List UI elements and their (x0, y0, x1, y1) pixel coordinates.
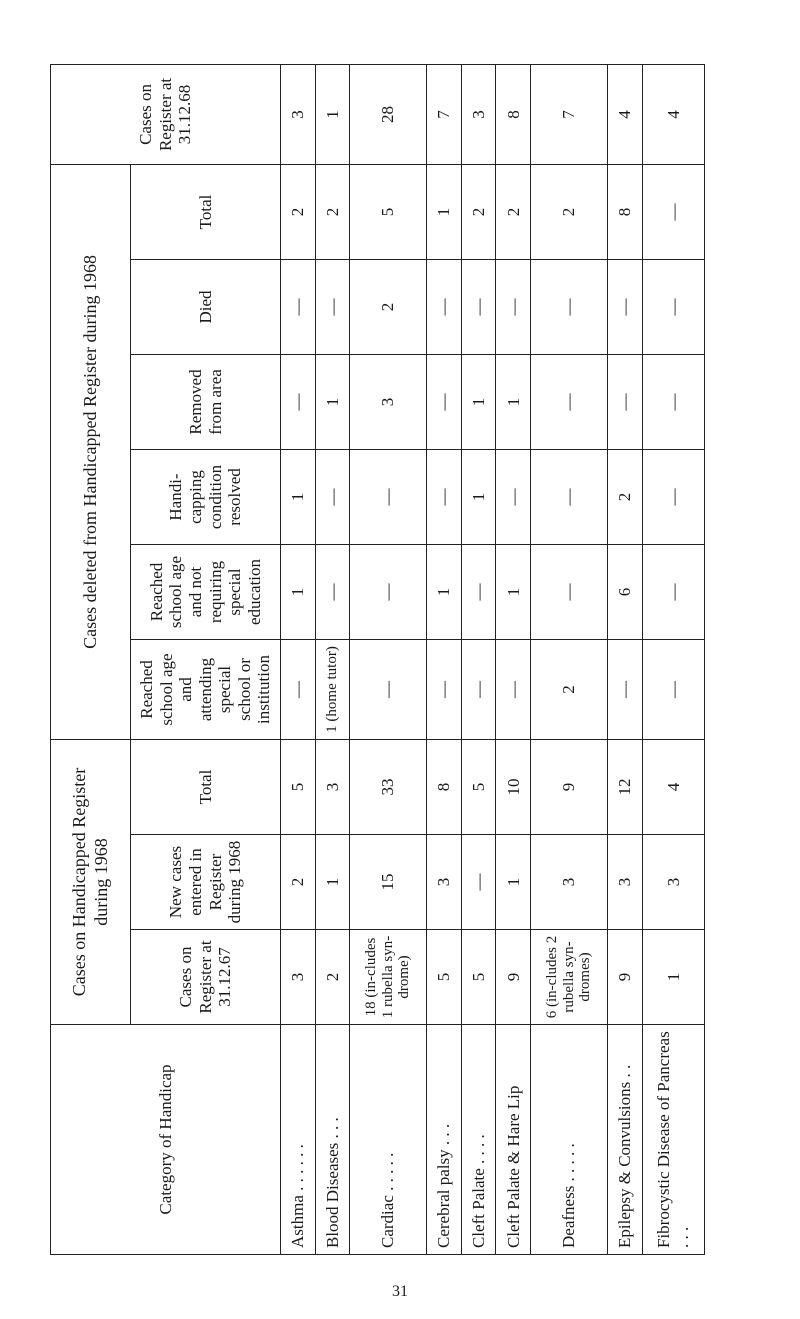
cell-reached-not-requiring: — (315, 545, 350, 640)
cell-new-cases: 1 (496, 835, 531, 930)
table-row (350, 64, 427, 1254)
cell-reached-not-requiring: 6 (608, 545, 643, 640)
cell-died: 2 (350, 260, 427, 355)
cell-register-end: 4 (608, 64, 643, 164)
cell-removed: — (608, 355, 643, 450)
handicapped-register-table (50, 64, 705, 1255)
table-row (281, 64, 316, 1254)
cell-total-deleted: 2 (496, 164, 531, 259)
cell-total-on: 4 (642, 740, 704, 835)
cell-reached-attending: — (281, 640, 316, 740)
cell-reached-attending: — (350, 640, 427, 740)
cell-died: — (608, 260, 643, 355)
cell-total-deleted: 2 (531, 164, 608, 259)
cell-register-end: 1 (315, 64, 350, 164)
cell-register-start: 18 (in-cludes 1 rubella syn-drome) (350, 930, 427, 1025)
cell-resolved: — (350, 450, 427, 545)
cell-total-on: 5 (281, 740, 316, 835)
cell-reached-not-requiring: — (461, 545, 496, 640)
header-died: Died (131, 260, 281, 355)
table-row (461, 64, 496, 1254)
row-category: Cerebral palsy . . . (427, 1025, 462, 1255)
cell-register-end: 28 (350, 64, 427, 164)
cell-reached-not-requiring: 1 (496, 545, 531, 640)
header-group-on-register: Cases on Handicapped Register during 1968 (51, 740, 131, 1025)
cell-resolved: — (531, 450, 608, 545)
cell-removed: 1 (461, 355, 496, 450)
header-category: Category of Handicap (51, 1025, 281, 1255)
header-reached-attending: Reached school age and attending special school or institution (131, 640, 281, 740)
cell-died: — (315, 260, 350, 355)
cell-total-deleted: 5 (350, 164, 427, 259)
cell-new-cases: 3 (427, 835, 462, 930)
table-row (315, 64, 350, 1254)
header-new-cases: New cases entered in Register during 1968 (131, 835, 281, 930)
cell-new-cases: 2 (281, 835, 316, 930)
cell-removed: — (531, 355, 608, 450)
cell-removed: — (281, 355, 316, 450)
cell-register-end: 7 (531, 64, 608, 164)
cell-reached-attending: 1 (home tutor) (315, 640, 350, 740)
cell-died: — (642, 260, 704, 355)
cell-register-end: 8 (496, 64, 531, 164)
cell-new-cases: 3 (642, 835, 704, 930)
cell-register-start: 3 (281, 930, 316, 1025)
cell-total-on: 8 (427, 740, 462, 835)
table-row (427, 64, 462, 1254)
cell-resolved: 1 (281, 450, 316, 545)
cell-total-on: 5 (461, 740, 496, 835)
cell-reached-attending: — (642, 640, 704, 740)
cell-reached-attending: 2 (531, 640, 608, 740)
cell-register-end: 7 (427, 64, 462, 164)
table-body (281, 64, 705, 1254)
cell-total-deleted: 2 (281, 164, 316, 259)
header-reached-not-requiring: Reached school age and not requiring special education (131, 545, 281, 640)
cell-total-deleted: — (642, 164, 704, 259)
cell-new-cases: 3 (608, 835, 643, 930)
cell-reached-attending: — (461, 640, 496, 740)
cell-reached-not-requiring: — (350, 545, 427, 640)
cell-removed: — (427, 355, 462, 450)
row-category: Blood Diseases . . . (315, 1025, 350, 1255)
cell-resolved: — (496, 450, 531, 545)
table-row (642, 64, 704, 1254)
row-category: Deafness . . . . . (531, 1025, 608, 1255)
cell-register-start: 5 (461, 930, 496, 1025)
cell-total-on: 12 (608, 740, 643, 835)
header-removed: Removed from area (131, 355, 281, 450)
cell-register-start: 2 (315, 930, 350, 1025)
cell-reached-not-requiring: 1 (281, 545, 316, 640)
cell-new-cases: 1 (315, 835, 350, 930)
cell-new-cases: — (461, 835, 496, 930)
cell-resolved: 1 (461, 450, 496, 545)
cell-reached-not-requiring: — (642, 545, 704, 640)
row-category: Cleft Palate . . . . (461, 1025, 496, 1255)
cell-reached-attending: — (608, 640, 643, 740)
header-register-start: Cases on Register at 31.12.67 (131, 930, 281, 1025)
cell-total-on: 3 (315, 740, 350, 835)
cell-removed: 1 (496, 355, 531, 450)
row-category: Cleft Palate & Hare Lip (496, 1025, 531, 1255)
header-total-on: Total (131, 740, 281, 835)
cell-resolved: 2 (608, 450, 643, 545)
header-group-deleted: Cases deleted from Handicapped Register during 1968 (51, 164, 131, 739)
cell-total-on: 33 (350, 740, 427, 835)
cell-new-cases: 3 (531, 835, 608, 930)
table-row (496, 64, 531, 1254)
cell-reached-attending: — (496, 640, 531, 740)
cell-total-on: 9 (531, 740, 608, 835)
cell-died: — (461, 260, 496, 355)
cell-register-start: 6 (in-cludes 2 rubella syn-dromes) (531, 930, 608, 1025)
cell-total-deleted: 8 (608, 164, 643, 259)
cell-removed: 1 (315, 355, 350, 450)
cell-total-on: 10 (496, 740, 531, 835)
cell-died: — (531, 260, 608, 355)
table-row (531, 64, 608, 1254)
header-resolved: Handi-capping condition resolved (131, 450, 281, 545)
row-category: Epilepsy & Convulsions . . (608, 1025, 643, 1255)
row-category: Cardiac . . . . . (350, 1025, 427, 1255)
cell-register-start: 9 (608, 930, 643, 1025)
rotated-table-container (50, 65, 705, 1255)
cell-register-end: 4 (642, 64, 704, 164)
cell-reached-attending: — (427, 640, 462, 740)
cell-removed: — (642, 355, 704, 450)
header-register-end: Cases on Register at 31.12.68 (51, 64, 281, 164)
row-category: Fibrocystic Disease of Pancreas . . . (642, 1025, 704, 1255)
header-total-deleted: Total (131, 164, 281, 259)
cell-new-cases: 15 (350, 835, 427, 930)
cell-reached-not-requiring: — (531, 545, 608, 640)
cell-register-end: 3 (281, 64, 316, 164)
cell-total-deleted: 2 (461, 164, 496, 259)
cell-died: — (281, 260, 316, 355)
cell-removed: 3 (350, 355, 427, 450)
row-category: Asthma . . . . . . (281, 1025, 316, 1255)
cell-register-start: 1 (642, 930, 704, 1025)
cell-register-start: 9 (496, 930, 531, 1025)
cell-register-start: 5 (427, 930, 462, 1025)
cell-reached-not-requiring: 1 (427, 545, 462, 640)
cell-died: — (496, 260, 531, 355)
cell-register-end: 3 (461, 64, 496, 164)
page-number: 31 (392, 1283, 408, 1300)
cell-resolved: — (315, 450, 350, 545)
cell-died: — (427, 260, 462, 355)
table-row (608, 64, 643, 1254)
cell-total-deleted: 1 (427, 164, 462, 259)
cell-resolved: — (642, 450, 704, 545)
cell-resolved: — (427, 450, 462, 545)
cell-total-deleted: 2 (315, 164, 350, 259)
